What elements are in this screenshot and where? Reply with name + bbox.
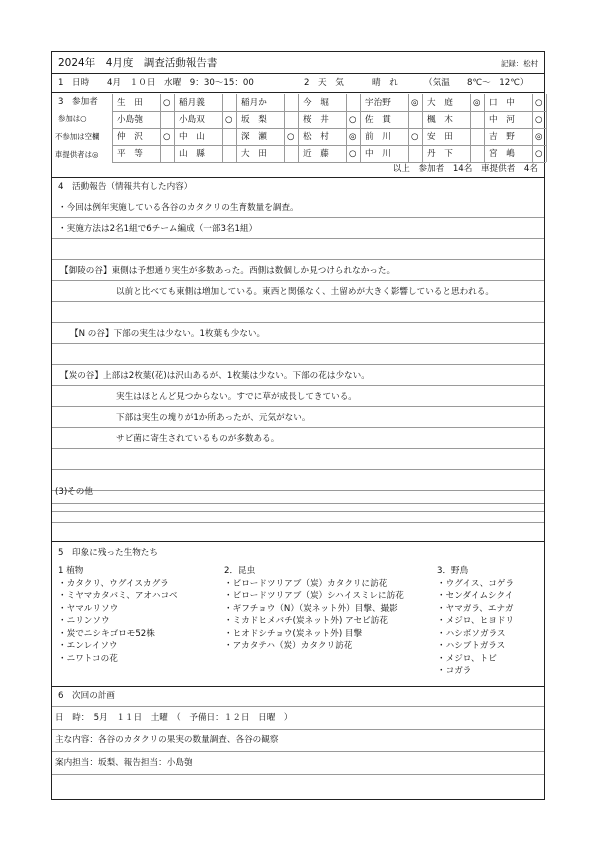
- creatures-label: 5 印象に残った生物たち: [58, 548, 158, 558]
- report-line: サビ菌に寄生されているものが多数ある。: [116, 434, 280, 444]
- participant-name: 稲月義: [179, 98, 205, 108]
- date-value: 4月 １０日 水曜 9：30～15：00: [107, 78, 254, 88]
- creature-item: ・ビロードツリアブ（炭）カタクリに訪花: [224, 578, 388, 589]
- participant-name: 平 等: [117, 149, 143, 159]
- participant-summary: 以上 参加者 14名 車提供者 4名: [392, 164, 538, 174]
- report-sheet: [51, 51, 545, 800]
- participant-name: 松 村: [303, 132, 329, 142]
- participant-name: 仲 沢: [117, 132, 143, 142]
- participant-name: 稲月か: [241, 98, 267, 108]
- next-content: 主な内容：各谷のカタクリの果実の数量調査、各谷の観察: [55, 735, 279, 745]
- legend-car: 車提供者は◎: [55, 150, 99, 159]
- grid-column-line: [546, 94, 547, 162]
- creature-item: ・ミヤマカタバミ、アオハコベ: [58, 591, 178, 601]
- next-schedule: 日 時： 5月 １１日 土曜 （ 予備日：１２日 日曜 ）: [55, 713, 293, 723]
- report-line: ・今回は例年実施している各谷のカタクリの生育数量を調査。: [58, 203, 299, 213]
- participant-name: 深 瀬: [241, 132, 267, 142]
- creature-item: ・炭でニシキゴロモ52株: [58, 628, 155, 639]
- rule-line: [52, 503, 544, 504]
- divider: [52, 541, 544, 542]
- rule-line: [52, 280, 544, 281]
- creature-group-heading: 1 植物: [58, 566, 84, 576]
- attendance-mark: ○: [411, 132, 419, 142]
- participant-name: 中 川: [365, 149, 391, 159]
- participant-name: 丹 下: [427, 149, 453, 159]
- temperature: （気温 8℃～ 12℃）: [424, 78, 529, 88]
- activity-report-label: 4 活動報告（情報共有した内容）: [58, 182, 193, 192]
- rule-line: [52, 706, 544, 707]
- report-line: 実生はほとんど見つからない。すでに草が成長してきている。: [116, 392, 357, 402]
- report-line: 【N の谷】下部の実生は少ない。1枚葉も少ない。: [70, 329, 266, 339]
- divider: [52, 177, 544, 178]
- report-line: ・実施方法は2名1組で6チーム編成（一部3名1組）: [58, 224, 258, 234]
- creature-item: ・ハシブトガラス: [437, 641, 506, 651]
- rule-line: [52, 729, 544, 730]
- creature-item: ・ビロードツリアブ（炭）シハイスミレに訪花: [224, 591, 404, 601]
- participant-name: 小島匏: [117, 115, 143, 125]
- attendance-mark: ○: [349, 149, 357, 159]
- rule-line: [52, 448, 544, 449]
- participant-name: 今 堀: [303, 98, 329, 108]
- creature-item: ・ヒオドシチョウ(炭ネット外) 目撃: [224, 628, 363, 639]
- participant-name: 宇治野: [365, 98, 391, 108]
- grid-row-line: [112, 162, 546, 163]
- report-title: 2024年 4月度 調査活動報告書: [58, 57, 218, 69]
- recorder: 記録：松村: [501, 59, 538, 68]
- attendance-mark: ○: [535, 149, 543, 159]
- creature-item: ・ウグイス、コゲラ: [437, 578, 515, 589]
- creature-item: ・ギフチョウ（N）（炭ネット外）目撃、撮影: [224, 603, 398, 614]
- participant-name: 大 田: [241, 149, 267, 159]
- rule-line: [52, 259, 544, 260]
- attendance-mark: ◎: [349, 132, 357, 142]
- rule-line: [52, 469, 544, 470]
- rule-line: [52, 522, 544, 523]
- divider: [52, 73, 544, 74]
- creature-item: ・ニリンソウ: [58, 616, 110, 626]
- attendance-mark: ○: [535, 98, 543, 108]
- attendance-mark: ○: [163, 98, 171, 108]
- report-line: 【御陵の谷】東側は予想通り実生が多数あった。西側は数個しか見つけられなかった。: [60, 266, 396, 276]
- creature-item: ・ヤマルリソウ: [58, 603, 119, 614]
- attendance-mark: ◎: [411, 98, 419, 108]
- legend-present: 参加は○: [58, 114, 87, 123]
- participant-name: 口 中: [489, 98, 515, 108]
- rule-line: [52, 427, 544, 428]
- participant-name: 坂 梨: [241, 115, 267, 125]
- creature-item: ・メジロ、ヒヨドリ: [437, 616, 515, 626]
- creature-item: ・ミカドヒメバチ(炭ネット外) アセビ訪花: [224, 616, 388, 626]
- participant-name: 宮 嶋: [489, 149, 515, 159]
- attendance-mark: ◎: [473, 98, 481, 108]
- participant-name: 桜 井: [303, 115, 329, 125]
- grid-row-line: [112, 128, 546, 129]
- rule-line: [52, 322, 544, 323]
- creature-item: ・アカタテハ（炭）カタクリ訪花: [224, 641, 353, 651]
- attendance-mark: ○: [287, 132, 295, 142]
- rule-line: [52, 343, 544, 344]
- rule-line: [52, 774, 544, 775]
- creature-item: ・カタクリ、ウグイスカグラ: [58, 578, 169, 589]
- grid-row-line: [112, 145, 546, 146]
- next-assignments: 案内担当：坂梨、報告担当：小島匏: [55, 758, 193, 768]
- attendance-mark: ○: [349, 115, 357, 125]
- creature-item: ・ニワトコの花: [58, 653, 118, 664]
- rule-line: [52, 238, 544, 239]
- participant-name: 生 田: [117, 98, 143, 108]
- attendance-mark: ○: [535, 115, 543, 125]
- participant-name: 前 川: [365, 132, 391, 142]
- rule-line: [52, 217, 544, 218]
- rule-line: [52, 511, 544, 512]
- participant-name: 中 河: [489, 115, 515, 125]
- creature-item: ・ヤマガラ、エナガ: [437, 603, 514, 614]
- rule-line: [52, 490, 544, 491]
- participant-name: 吉 野: [489, 132, 515, 142]
- attendance-mark: ○: [225, 115, 233, 125]
- legend-absent: 不参加は空欄: [55, 132, 100, 141]
- rule-line: [52, 385, 544, 386]
- creature-item: ・コガラ: [437, 666, 472, 676]
- participant-name: 楓 木: [427, 115, 453, 125]
- next-plan-label: 6 次回の計画: [58, 691, 116, 701]
- report-line: 【炭の谷】上部は2枚葉(花)は沢山あるが、1枚葉は少ない。下部の花は少ない。: [60, 371, 370, 381]
- weather-label: 2 天 気: [304, 78, 344, 88]
- date-label: 1 日時: [58, 78, 90, 88]
- participant-name: 近 藤: [303, 149, 329, 159]
- participant-name: 小島双: [179, 115, 205, 125]
- participant-name: 中 山: [179, 132, 205, 142]
- report-line: 下部は実生の塊りが1か所あったが、元気がない。: [116, 413, 311, 423]
- participants-label: 3 参加者: [58, 97, 98, 107]
- creature-group-heading: 2．昆虫: [224, 566, 256, 576]
- rule-line: [52, 364, 544, 365]
- report-line: 以前と比べても東側は増加している。東西と関係なく、土留めが大きく影響していると思われる。: [116, 287, 494, 297]
- attendance-mark: ○: [163, 132, 171, 142]
- grid-row-line: [112, 111, 546, 112]
- creature-item: ・エンレイソウ: [58, 641, 118, 651]
- participant-name: 安 田: [427, 132, 453, 142]
- rule-line: [52, 406, 544, 407]
- rule-line: [52, 751, 544, 752]
- creature-group-heading: 3．野鳥: [437, 566, 469, 576]
- attendance-mark: ◎: [535, 132, 543, 142]
- participant-name: 大 庭: [427, 98, 453, 108]
- divider: [52, 92, 544, 93]
- creature-item: ・センダイムシクイ: [437, 591, 514, 601]
- divider: [52, 686, 544, 687]
- other-label: (3)その他: [55, 487, 93, 497]
- participant-name: 山 縣: [179, 149, 205, 159]
- creature-item: ・ハシボソガラス: [437, 628, 506, 639]
- creature-item: ・メジロ、トビ: [437, 653, 497, 664]
- participant-name: 佐 貫: [365, 115, 391, 125]
- weather-value: 晴 れ: [372, 78, 398, 88]
- rule-line: [52, 301, 544, 302]
